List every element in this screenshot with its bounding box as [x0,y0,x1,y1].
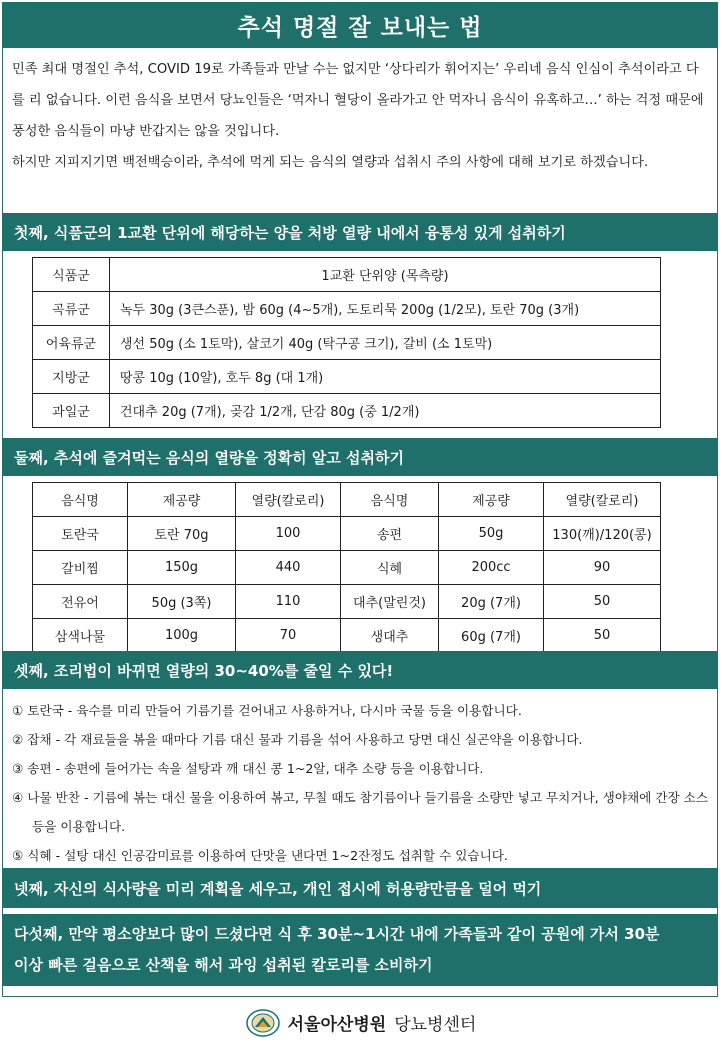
table-row [33,585,661,619]
table-header-cell: 음식명 [33,483,128,517]
table-cell: 150g [128,551,236,585]
table-header-cell: 음식명 [341,483,439,517]
table-cell: 50g [439,517,544,551]
table-cell: 100g [128,619,236,653]
footer [0,1000,722,1045]
cooking-tips-list [12,696,712,870]
intro-paragraph-2: 하지만 지피지기면 백전백승이라, 추석에 먹게 되는 음식의 열량과 섭취시 주의 사항에 대해 보기로 하겠습니다. [12,155,649,170]
table-cell: 130(깨)/120(콩) [544,517,661,551]
table-cell: 지방군 [33,360,110,394]
page-title-text: 추석 명절 잘 보내는 법 [237,14,483,41]
asan-logo-icon [246,1009,280,1037]
table-cell: 100 [236,517,341,551]
table-cell: 녹두 30g (3큰스푼), 밤 60g (4~5개), 도토리묵 200g (1/2모), 토란 70g (3개) [110,292,661,326]
intro-text [12,54,710,178]
table-header-cell: 제공량 [439,483,544,517]
section-2-heading [2,438,718,476]
table-cell: 50 [544,585,661,619]
exchange-unit-table [32,257,661,428]
table-cell: 50g (3쪽) [128,585,236,619]
table-cell: 70 [236,619,341,653]
section-1-heading-text: 첫째, 식품군의 1교환 단위에 해당하는 양을 처방 열량 내에서 융통성 있게 섭취하기 [14,223,566,242]
section-5-line-1: 다섯째, 만약 평소양보다 많이 드셨다면 식 후 30분~1시간 내에 가족들과 같이 공원에 가서 30분 [14,925,660,943]
table-header-cell: 열량(칼로리) [236,483,341,517]
table-cell: 50 [544,619,661,653]
list-item: ② 잡채 - 각 재료들을 볶을 때마다 기름 대신 물과 기름을 섞어 사용하고 당면 대신 실곤약을 이용합니다. [12,732,583,747]
table-header-cell: 열량(칼로리) [544,483,661,517]
section-5-heading [2,914,718,986]
table-row [33,326,661,360]
table-cell: 토란 70g [128,517,236,551]
list-item: ① 토란국 - 육수를 미리 만들어 기름기를 걷어내고 사용하거나, 다시마 국물 등을 이용합니다. [12,703,522,718]
table-cell: 440 [236,551,341,585]
table-row [33,619,661,653]
list-item: ④ 나물 반찬 - 기름에 볶는 대신 물을 이용하여 볶고, 무칠 때도 참기름이나 들기름을 소량만 넣고 무치거나, 생야채에 간장 소스 등을 이용합니다. [12,790,709,834]
section-3-heading-text: 셋째, 조리법이 바뀌면 열량의 30~40%를 줄일 수 있다! [14,661,394,680]
table-header-cell: 1교환 단위양 (목측량) [110,258,661,292]
food-calorie-table [32,482,661,653]
page-title [2,2,718,48]
table-header-cell: 제공량 [128,483,236,517]
section-4-heading-text: 넷째, 자신의 식사량을 미리 계획을 세우고, 개인 접시에 허용량만큼을 덜어 먹기 [14,879,542,898]
table-cell: 20g (7개) [439,585,544,619]
table-row [33,360,661,394]
table-cell: 전유어 [33,585,128,619]
table-row [33,292,661,326]
table-cell: 갈비찜 [33,551,128,585]
table-cell: 토란국 [33,517,128,551]
section-3-heading [2,651,718,689]
table-cell: 90 [544,551,661,585]
table-header-cell: 식품군 [33,258,110,292]
table-header-row [33,483,661,517]
table-cell: 땅콩 10g (10알), 호두 8g (대 1개) [110,360,661,394]
table-row [33,551,661,585]
intro-paragraph-1: 민족 최대 명절인 추석, COVID 19로 가족들과 만날 수는 없지만 ‘상다리가 휘어지는’ 우리네 음식 인심이 추석이라고 다를 리 없습니다. 이런 음식을 보면서 당뇨인들은 ‘먹자니 혈당이 올라가고 안 먹자니 음식이 유혹하고…’ 하는 걱정 때문에 풍성한 음식들이 마냥 반갑지는 않을 것입니다. [12,62,704,139]
table-cell: 식혜 [341,551,439,585]
table-cell: 200cc [439,551,544,585]
list-item: ⑤ 식혜 - 설탕 대신 인공감미료를 이용하여 단맛을 낸다면 1~2잔정도 섭취할 수 있습니다. [12,848,508,863]
center-name: 당뇨병센터 [394,1015,477,1035]
hospital-name: 서울아산병원 [287,1015,387,1035]
section-2-heading-text: 둘째, 추석에 즐겨먹는 음식의 열량을 정확히 알고 섭취하기 [14,448,405,467]
table-row [33,517,661,551]
section-4-heading [2,868,718,908]
table-cell: 과일군 [33,394,110,428]
table-cell: 삼색나물 [33,619,128,653]
table-cell: 곡류군 [33,292,110,326]
section-1-heading [2,213,718,251]
section-5-line-2: 이상 빠른 걸음으로 산책을 해서 과잉 섭취된 칼로리를 소비하기 [14,956,433,974]
table-header-row [33,258,661,292]
table-cell: 60g (7개) [439,619,544,653]
table-cell: 110 [236,585,341,619]
table-cell: 어육류군 [33,326,110,360]
table-cell: 송편 [341,517,439,551]
list-item: ③ 송편 - 송편에 들어가는 속을 설탕과 깨 대신 콩 1~2알, 대추 소량 등을 이용합니다. [12,761,484,776]
table-cell: 건대추 20g (7개), 곶감 1/2개, 단감 80g (중 1/2개) [110,394,661,428]
table-cell: 생대추 [341,619,439,653]
table-cell: 대추(말린것) [341,585,439,619]
table-row [33,394,661,428]
table-cell: 생선 50g (소 1토막), 살코기 40g (탁구공 크기), 갈비 (소 1토막) [110,326,661,360]
